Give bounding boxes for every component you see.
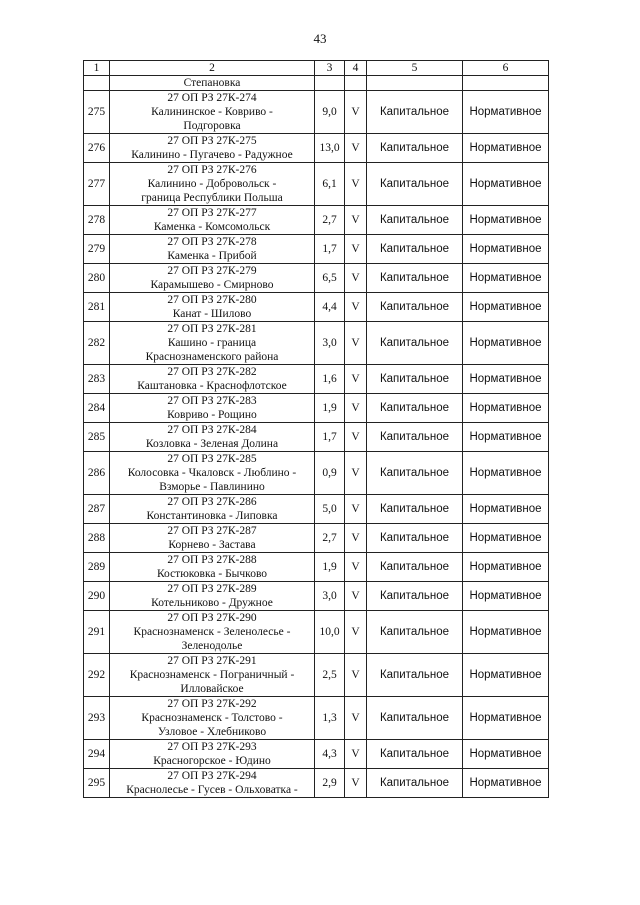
surface-type: Капитальное (367, 206, 463, 235)
road-status: Нормативное (463, 264, 549, 293)
road-status: Нормативное (463, 553, 549, 582)
road-name-line: Калининское - Ковриво - (151, 106, 273, 118)
row-number: 281 (84, 293, 110, 322)
road-code: 27 ОП РЗ 27К-280 (167, 294, 257, 306)
header-row (84, 61, 549, 76)
row-number: 276 (84, 134, 110, 163)
road-name-cell (110, 611, 315, 654)
road-category: V (345, 91, 367, 134)
road-status: Нормативное (463, 495, 549, 524)
table-row (84, 293, 549, 322)
table-row (84, 697, 549, 740)
table-row (84, 740, 549, 769)
road-code: 27 ОП РЗ 27К-293 (167, 741, 257, 753)
road-name-line: Зеленодолье (181, 640, 243, 652)
table-row (84, 582, 549, 611)
road-category: V (345, 134, 367, 163)
surface-type: Капитальное (367, 582, 463, 611)
road-name-cell (110, 495, 315, 524)
road-status: Нормативное (463, 582, 549, 611)
carryover-cell: Степановка (110, 76, 315, 91)
road-length: 4,4 (315, 293, 345, 322)
road-name-cell (110, 134, 315, 163)
road-name-cell (110, 163, 315, 206)
road-name-line: Калинино - Пугачево - Радужное (131, 149, 293, 161)
road-length: 1,3 (315, 697, 345, 740)
surface-type: Капитальное (367, 423, 463, 452)
road-status: Нормативное (463, 452, 549, 495)
surface-type: Капитальное (367, 163, 463, 206)
road-category: V (345, 740, 367, 769)
road-length: 5,0 (315, 495, 345, 524)
road-status: Нормативное (463, 365, 549, 394)
road-code: 27 ОП РЗ 27К-282 (167, 366, 257, 378)
surface-type: Капитальное (367, 322, 463, 365)
table-row (84, 423, 549, 452)
table-row (84, 654, 549, 697)
road-category: V (345, 697, 367, 740)
table-row (84, 134, 549, 163)
road-status: Нормативное (463, 235, 549, 264)
table-row (84, 495, 549, 524)
road-status: Нормативное (463, 611, 549, 654)
road-length: 1,7 (315, 235, 345, 264)
header-cell: 6 (463, 61, 549, 76)
road-category: V (345, 582, 367, 611)
road-name-line: Котельниково - Дружное (151, 597, 273, 609)
road-code: 27 ОП РЗ 27К-276 (167, 164, 257, 176)
road-length: 0,9 (315, 452, 345, 495)
road-name-cell (110, 769, 315, 798)
road-length: 2,9 (315, 769, 345, 798)
road-name-cell (110, 365, 315, 394)
surface-type: Капитальное (367, 495, 463, 524)
road-code: 27 ОП РЗ 27К-281 (167, 323, 257, 335)
row-number: 290 (84, 582, 110, 611)
road-length: 6,1 (315, 163, 345, 206)
road-name-line: Константиновка - Липовка (146, 510, 278, 522)
road-length: 10,0 (315, 611, 345, 654)
road-name-cell (110, 206, 315, 235)
row-number: 286 (84, 452, 110, 495)
row-number: 285 (84, 423, 110, 452)
header-cell: 3 (315, 61, 345, 76)
road-length: 13,0 (315, 134, 345, 163)
road-category: V (345, 264, 367, 293)
surface-type: Капитальное (367, 394, 463, 423)
road-name-cell (110, 322, 315, 365)
road-name-line: граница Республики Польша (141, 192, 283, 204)
row-number: 277 (84, 163, 110, 206)
header-cell: 5 (367, 61, 463, 76)
road-status: Нормативное (463, 163, 549, 206)
road-name-line: Карамышево - Смирново (150, 279, 274, 291)
road-code: 27 ОП РЗ 27К-275 (167, 135, 257, 147)
row-number: 289 (84, 553, 110, 582)
road-code: 27 ОП РЗ 27К-283 (167, 395, 257, 407)
road-code: 27 ОП РЗ 27К-286 (167, 496, 257, 508)
road-name-line: Корнево - Застава (168, 539, 256, 551)
road-length: 6,5 (315, 264, 345, 293)
road-name-line: Красногорское - Юдино (153, 755, 271, 767)
row-number: 282 (84, 322, 110, 365)
road-name-line: Узловое - Хлебниково (157, 726, 267, 738)
road-length: 3,0 (315, 582, 345, 611)
road-category: V (345, 163, 367, 206)
surface-type: Капитальное (367, 697, 463, 740)
road-length: 2,7 (315, 524, 345, 553)
road-code: 27 ОП РЗ 27К-289 (167, 583, 257, 595)
road-category: V (345, 322, 367, 365)
road-name-cell (110, 524, 315, 553)
roads-table (83, 60, 549, 798)
road-name-line: Канат - Шилово (172, 308, 252, 320)
row-number: 292 (84, 654, 110, 697)
row-number: 278 (84, 206, 110, 235)
road-status: Нормативное (463, 654, 549, 697)
road-length: 1,6 (315, 365, 345, 394)
road-category: V (345, 423, 367, 452)
road-code: 27 ОП РЗ 27К-277 (167, 207, 257, 219)
road-category: V (345, 235, 367, 264)
surface-type: Капитальное (367, 365, 463, 394)
surface-type: Капитальное (367, 134, 463, 163)
row-number: 288 (84, 524, 110, 553)
table-row (84, 452, 549, 495)
road-name-cell (110, 452, 315, 495)
road-category: V (345, 206, 367, 235)
road-status: Нормативное (463, 769, 549, 798)
table-row (84, 163, 549, 206)
road-name-cell (110, 264, 315, 293)
road-category: V (345, 495, 367, 524)
road-category: V (345, 611, 367, 654)
road-status: Нормативное (463, 740, 549, 769)
road-name-line: Каменка - Комсомольск (153, 221, 271, 233)
table-row (84, 611, 549, 654)
table-row (84, 553, 549, 582)
road-name-cell (110, 553, 315, 582)
table-row (84, 91, 549, 134)
road-name-cell (110, 740, 315, 769)
road-category: V (345, 769, 367, 798)
row-number: 287 (84, 495, 110, 524)
road-status: Нормативное (463, 134, 549, 163)
road-name-cell (110, 293, 315, 322)
road-name-line: Ковриво - Рощино (167, 409, 257, 421)
carryover-row (84, 76, 549, 91)
page-number: 43 (313, 31, 327, 46)
surface-type: Капитальное (367, 611, 463, 654)
road-name-line: Подгоровка (183, 120, 241, 132)
row-number: 295 (84, 769, 110, 798)
road-status: Нормативное (463, 697, 549, 740)
road-length: 2,5 (315, 654, 345, 697)
row-number: 291 (84, 611, 110, 654)
road-status: Нормативное (463, 322, 549, 365)
surface-type: Капитальное (367, 553, 463, 582)
road-category: V (345, 452, 367, 495)
road-name-line: Калинино - Добровольск - (147, 178, 277, 190)
road-length: 1,9 (315, 553, 345, 582)
table-row (84, 235, 549, 264)
road-category: V (345, 654, 367, 697)
road-code: 27 ОП РЗ 27К-285 (167, 453, 257, 465)
table-row (84, 365, 549, 394)
row-number: 275 (84, 91, 110, 134)
road-name-line: Краснознаменск - Зеленолесье - (133, 626, 291, 638)
road-code: 27 ОП РЗ 27К-292 (167, 698, 257, 710)
road-length: 2,7 (315, 206, 345, 235)
table-row (84, 769, 549, 798)
road-length: 1,9 (315, 394, 345, 423)
road-length: 3,0 (315, 322, 345, 365)
road-length: 9,0 (315, 91, 345, 134)
table-row (84, 264, 549, 293)
road-code: 27 ОП РЗ 27К-290 (167, 612, 257, 624)
road-name-cell (110, 423, 315, 452)
road-status: Нормативное (463, 394, 549, 423)
row-number: 283 (84, 365, 110, 394)
road-status: Нормативное (463, 91, 549, 134)
road-name-line: Краснознаменского района (145, 351, 279, 363)
table-row (84, 322, 549, 365)
header-cell: 2 (110, 61, 315, 76)
road-code: 27 ОП РЗ 27К-279 (167, 265, 257, 277)
road-name-line: Костюковка - Бычково (156, 568, 268, 580)
road-code: 27 ОП РЗ 27К-291 (167, 655, 257, 667)
row-number: 279 (84, 235, 110, 264)
road-name-line: Краснознаменск - Толстово - (141, 712, 283, 724)
row-number: 280 (84, 264, 110, 293)
road-code: 27 ОП РЗ 27К-278 (167, 236, 257, 248)
row-number: 284 (84, 394, 110, 423)
road-category: V (345, 394, 367, 423)
road-category: V (345, 293, 367, 322)
road-name-line: Колосовка - Чкаловск - Люблино - (127, 467, 297, 479)
road-name-line: Краснолесье - Гусев - Ольховатка - (126, 784, 298, 796)
road-code: 27 ОП РЗ 27К-284 (167, 424, 257, 436)
road-name-cell (110, 582, 315, 611)
road-code: 27 ОП РЗ 27К-288 (167, 554, 257, 566)
road-status: Нормативное (463, 524, 549, 553)
surface-type: Капитальное (367, 654, 463, 697)
surface-type: Капитальное (367, 235, 463, 264)
road-category: V (345, 553, 367, 582)
road-name-line: Каменка - Прибой (167, 250, 257, 262)
road-code: 27 ОП РЗ 27К-274 (167, 92, 257, 104)
road-length: 4,3 (315, 740, 345, 769)
road-name-cell (110, 697, 315, 740)
road-name-line: Краснознаменск - Пограничный - (129, 669, 295, 681)
table-row (84, 394, 549, 423)
road-name-cell (110, 394, 315, 423)
road-category: V (345, 524, 367, 553)
road-code: 27 ОП РЗ 27К-294 (167, 770, 257, 782)
surface-type: Капитальное (367, 524, 463, 553)
table-row (84, 524, 549, 553)
road-name-cell (110, 654, 315, 697)
road-name-line: Козловка - Зеленая Долина (145, 438, 279, 450)
road-name-line: Взморье - Павлинино (159, 481, 265, 493)
road-name-line: Каштановка - Краснофлотское (137, 380, 287, 392)
surface-type: Капитальное (367, 293, 463, 322)
surface-type: Капитальное (367, 740, 463, 769)
surface-type: Капитальное (367, 769, 463, 798)
road-name-cell (110, 235, 315, 264)
header-cell: 4 (345, 61, 367, 76)
road-name-line: Кашино - граница (167, 337, 257, 349)
road-status: Нормативное (463, 293, 549, 322)
table-row (84, 206, 549, 235)
road-status: Нормативное (463, 206, 549, 235)
road-status: Нормативное (463, 423, 549, 452)
road-length: 1,7 (315, 423, 345, 452)
surface-type: Капитальное (367, 264, 463, 293)
header-cell: 1 (84, 61, 110, 76)
road-name-cell (110, 91, 315, 134)
road-category: V (345, 365, 367, 394)
row-number: 293 (84, 697, 110, 740)
road-code: 27 ОП РЗ 27К-287 (167, 525, 257, 537)
row-number: 294 (84, 740, 110, 769)
road-name-line: Илловайское (180, 683, 244, 695)
surface-type: Капитальное (367, 452, 463, 495)
surface-type: Капитальное (367, 91, 463, 134)
